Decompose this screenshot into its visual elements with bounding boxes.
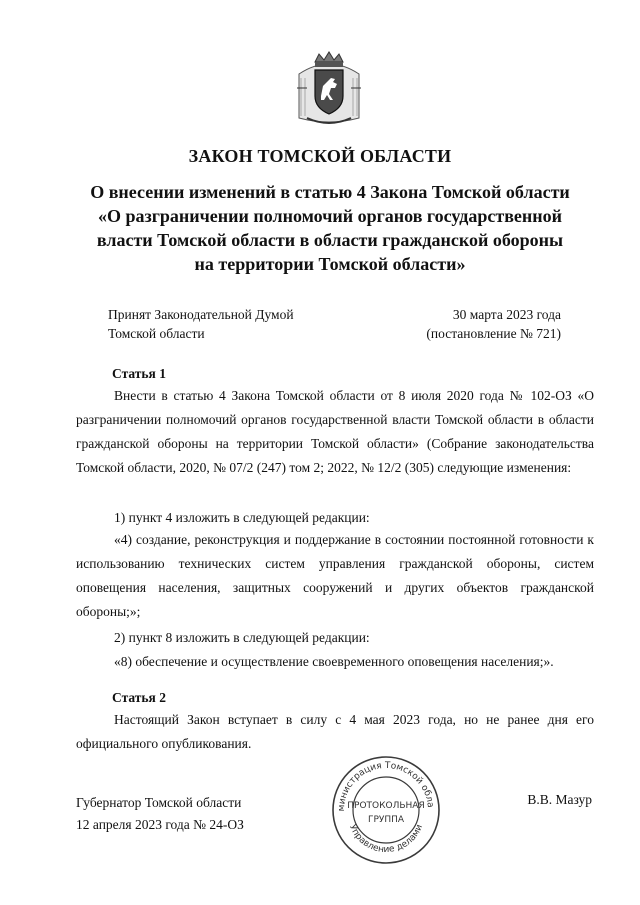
subject-line: «О разграничении полномочий органов государственной — [97, 206, 563, 226]
signatory-name: В.В. Мазур — [527, 792, 592, 807]
signatory-position: Губернатор Томской области — [76, 795, 242, 810]
article-1-heading: Статья 1 — [112, 366, 166, 381]
adoption-date: 30 марта 2023 года — [452, 307, 561, 322]
subject-line: на территории Томской области» — [194, 254, 466, 274]
stamp-center-line-1: ПРОТОКОЛЬНАЯ — [347, 801, 425, 811]
signature-block — [76, 792, 244, 836]
subject-line: власти Томской области в области гражданской обороны — [96, 230, 564, 250]
article-2-heading: Статья 2 — [112, 690, 166, 705]
official-stamp — [330, 754, 442, 866]
adopted-by-line: Томской области — [108, 326, 205, 341]
document-subject — [70, 180, 590, 276]
document-title: ЗАКОН ТОМСКОЙ ОБЛАСТИ — [188, 146, 452, 166]
article-1-intro: Внести в статью 4 Закона Томской области от 8 июля 2020 года № 102-ОЗ «О разграничении полномочий органов государственной власти Томской области в области гражданской обороны на территории Томской области» (Собрание законодательства Томской области, 2020, № 07/2 (247) том 2; 2022, № 12/2 (305) следующие изменения: — [76, 388, 594, 475]
stamp-center-line-2: ГРУППА — [367, 815, 405, 825]
article-1-item-2-text: «8) обеспечение и осуществление своевременного оповещения населения;». — [114, 654, 554, 669]
adopted-date — [426, 305, 561, 343]
resolution-number: (постановление № 721) — [426, 326, 561, 341]
adopted-by-line: Принят Законодательной Думой — [108, 307, 294, 322]
article-1-item-2: 2) пункт 8 изложить в следующей редакции: — [114, 630, 370, 645]
adopted-by — [108, 305, 294, 343]
law-date-number: 12 апреля 2023 года № 24-ОЗ — [76, 817, 244, 832]
article-1-item-1: 1) пункт 4 изложить в следующей редакции: — [114, 510, 370, 525]
subject-line: О внесении изменений в статью 4 Закона Томской области — [90, 182, 570, 202]
stamp-outer-bottom-text: Управление делами — [347, 823, 425, 856]
stamp-outer-top-text: министрация Томской обла — [336, 760, 435, 812]
coat-of-arms-icon — [293, 48, 365, 128]
article-1-item-1-text: «4) создание, реконструкция и поддержание в состоянии постоянной готовности к использованию технических систем управления гражданской обороны, систем оповещения населения, защитных сооружений и других объектов гражданской обороны;»; — [76, 532, 594, 619]
article-2-text: Настоящий Закон вступает в силу с 4 мая 2023 года, но не ранее дня его официального опубликования. — [76, 712, 594, 751]
